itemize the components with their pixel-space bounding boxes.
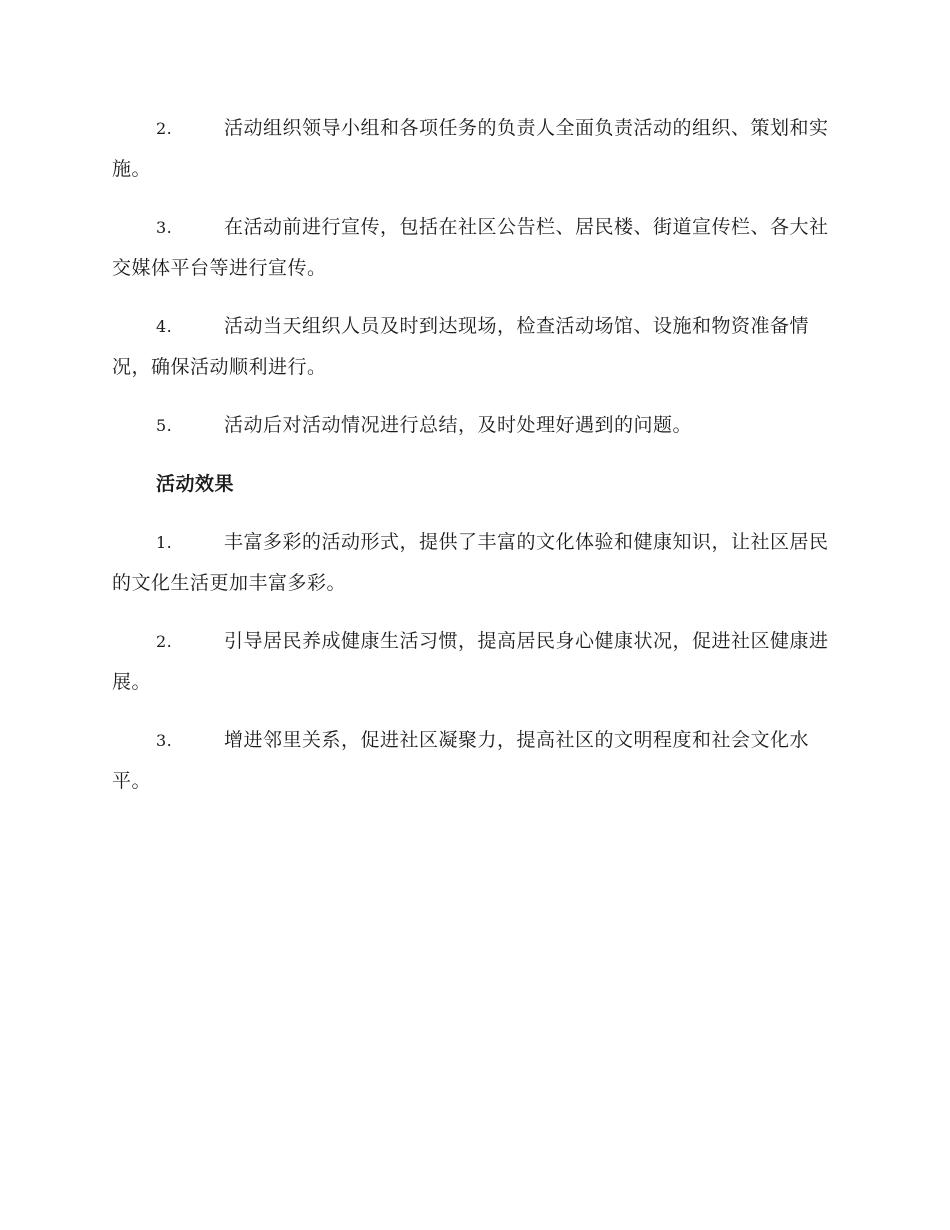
list-number: 3. (156, 731, 173, 750)
list-item (112, 522, 834, 603)
list-number: 5. (156, 416, 173, 435)
list-item (112, 720, 834, 801)
list-item (112, 108, 834, 189)
list-item (112, 306, 834, 387)
prep-list (112, 108, 834, 446)
list-text: 活动组织领导小组和各项任务的负责人全面负责活动的组织、策划和实施。 (112, 117, 829, 180)
list-number: 2. (156, 119, 173, 138)
document-page (112, 108, 834, 819)
list-text: 引导居民养成健康生活习惯，提高居民身心健康状况，促进社区健康进展。 (112, 630, 829, 693)
list-text: 活动后对活动情况进行总结，及时处理好遇到的问题。 (224, 414, 693, 436)
list-number: 3. (156, 218, 173, 237)
effect-list (112, 522, 834, 801)
list-number: 1. (156, 533, 173, 552)
list-item (112, 405, 834, 446)
list-number: 2. (156, 632, 173, 651)
list-item (112, 207, 834, 288)
list-number: 4. (156, 317, 173, 336)
list-text: 丰富多彩的活动形式，提供了丰富的文化体验和健康知识，让社区居民的文化生活更加丰富多彩。 (112, 531, 829, 594)
section-heading: 活动效果 (156, 473, 235, 495)
list-text: 活动当天组织人员及时到达现场，检查活动场馆、设施和物资准备情况，确保活动顺利进行。 (112, 315, 810, 378)
list-text: 在活动前进行宣传，包括在社区公告栏、居民楼、街道宣传栏、各大社交媒体平台等进行宣传。 (112, 216, 829, 279)
list-text: 增进邻里关系，促进社区凝聚力，提高社区的文明程度和社会文化水平。 (112, 729, 810, 792)
list-item (112, 621, 834, 702)
